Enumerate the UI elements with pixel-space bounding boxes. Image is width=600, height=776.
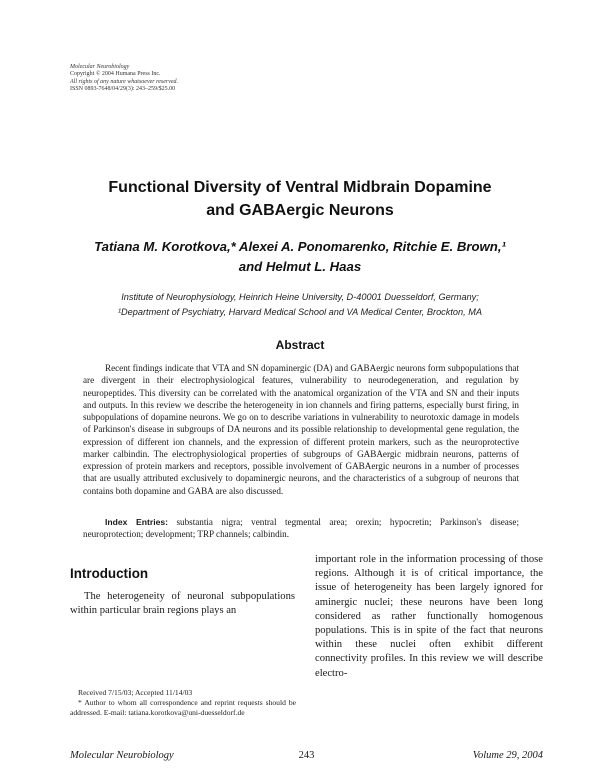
rights-line: All rights of any nature whatsoever reserved. — [70, 78, 179, 85]
introduction-heading: Introduction — [70, 566, 149, 581]
abstract-heading: Abstract — [275, 338, 325, 352]
received-note: Received 7/15/03; Accepted 11/14/03 — [78, 688, 193, 697]
correspondence-note: * Author to whom all correspondence and reprint requests should be addressed. E-mail: tatiana.korotkova@uni-duesseldorf.de — [70, 698, 296, 718]
affiliations — [40, 290, 560, 320]
introduction-right-column: important role in the information processing of those regions. Although it is of critical importance, the issue of heterogeneity has been largely ignored for aminergic nuclei; these neurons have been long considered as rather functionally homogenous populations. This is in spite of the fact that neurons within these nuclei often exhibit different connectivity profiles. In this review we will describe electro- — [315, 554, 543, 679]
journal-name: Molecular Neurobiology — [70, 64, 130, 70]
introduction-left-column: The heterogeneity of neuronal subpopulations within particular brain regions plays an — [70, 591, 295, 617]
article-title — [40, 176, 560, 222]
issn-line: ISSN 0893-7648/04/29(3): 243–259/$25.00 — [70, 86, 176, 93]
footer-volume: Volume 29, 2004 — [472, 750, 543, 761]
title-line-1: Functional Diversity of Ventral Midbrain Dopamine — [108, 179, 492, 196]
index-entries-text: substantia nigra; ventral tegmental area; orexin; hypocretin; Parkinson's disease; neuroprotection; development; TRP channels; calbindin. — [83, 517, 519, 540]
affiliation-line-1: Institute of Neurophysiology, Heinrich Heine University, D-40001 Duesseldorf, Germany; — [121, 292, 479, 302]
page-number: 243 — [298, 750, 315, 761]
author-list — [40, 237, 560, 277]
authors-line-2: and Helmut L. Haas — [238, 259, 362, 274]
footnotes — [70, 688, 296, 719]
index-entries — [83, 516, 519, 541]
page-footer — [70, 750, 543, 762]
journal-metadata — [70, 64, 178, 94]
index-entries-label: Index Entries: — [105, 517, 169, 527]
copyright-line: Copyright © 2004 Humana Press Inc. — [70, 71, 161, 78]
title-line-2: and GABAergic Neurons — [206, 202, 394, 219]
authors-line-1: Tatiana M. Korotkova,* Alexei A. Ponomarenko, Ritchie E. Brown,¹ — [94, 239, 506, 254]
affiliation-line-2: ¹Department of Psychiatry, Harvard Medical School and VA Medical Center, Brockton, MA — [117, 307, 483, 317]
abstract-text: Recent findings indicate that VTA and SN dopaminergic (DA) and GABAergic neurons form subpopulations that are divergent in their electrophysiological features, vulnerability to neurodegeneration, and regulation by neuropeptides. This diversity can be correlated with the anatomical organization of the VTA and SN and their inputs and outputs. In this review we describe the heterogeneity in ion channels and firing patterns, especially burst firing, in subpopulations of dopamine neurons. We go on to describe variations in vulnerability to neurotoxic damage in models of Parkinson's disease in subgroups of DA neurons and its possible relationship to developmental gene regulation, the expression of different ion channels, and the expression of different protein markers, such as the neuroprotective marker calbindin. The electrophysiological properties of subgroups of GABAergic midbrain neurons, patterns of expression of protein markers and receptors, possible involvement of GABAergic neurons in a number of processes that are usually attributed exclusively to dopaminergic neurons, and the characteristics of a subgroup of neurons that contains both dopamine and GABA are also discussed. — [83, 363, 519, 496]
footer-journal: Molecular Neurobiology — [70, 750, 174, 761]
